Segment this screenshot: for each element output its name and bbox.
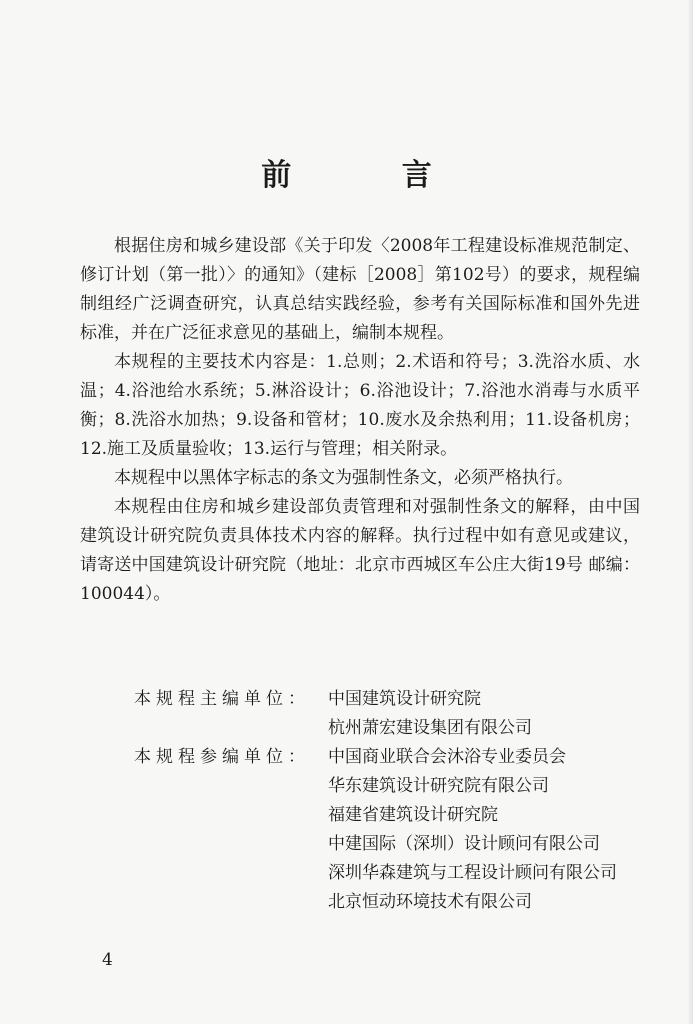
list-item: 深圳华森建筑与工程设计顾问有限公司 [328,863,617,883]
list-item: 北京恒动环境技术有限公司 [328,892,532,912]
participating-units-label: 本规程参编单位： [134,747,310,767]
units-section [80,685,640,917]
list-item: 中国商业联合会沐浴专业委员会 [328,747,566,767]
page-number: 4 [102,950,113,970]
list-item: 中建国际（深圳）设计顾问有限公司 [328,834,600,854]
list-item: 中国建筑设计研究院 [328,689,481,709]
page-title: 前 言 [261,158,482,193]
participating-units-block [80,743,640,917]
page-edge-shadow [687,0,693,1024]
list-item: 杭州萧宏建设集团有限公司 [328,718,532,738]
participating-units-list [328,743,640,917]
paragraph-basis: 根据住房和城乡建设部《关于印发〈2008年工程建设标准规范制定、修订计划（第一批）〉的通知》（建标［2008］第102号）的要求，规程编制组经广泛调查研究，认真总结实践经验，参考有关国际标准和国外先进标准，并在广泛征求意见的基础上，编制本规程。 [80,236,640,343]
chief-units-list [328,685,640,743]
list-item: 华东建筑设计研究院有限公司 [328,776,549,796]
paragraph-mandatory: 本规程中以黑体字标志的条文为强制性条文，必须严格执行。 [114,468,573,488]
list-item: 福建省建筑设计研究院 [328,805,498,825]
chief-units-label: 本规程主编单位： [134,689,310,709]
paragraph-contents: 本规程的主要技术内容是：1.总则；2.术语和符号；3.洗浴水质、水温；4.浴池给水系统；5.淋浴设计；6.浴池设计；7.浴池水消毒与水质平衡；8.洗浴水加热；9.设备和管材；10.废水及余热利用；11.设备机房；12.施工及质量验收；13.运行与管理；相关附录。 [80,352,640,459]
chief-units-block [80,685,640,743]
paragraph-management: 本规程由住房和城乡建设部负责管理和对强制性条文的解释，由中国建筑设计研究院负责具体技术内容的解释。执行过程中如有意见或建议，请寄送中国建筑设计研究院（地址：北京市西城区车公庄大街19号 邮编：100044）。 [80,497,640,604]
preface-body [80,232,640,609]
